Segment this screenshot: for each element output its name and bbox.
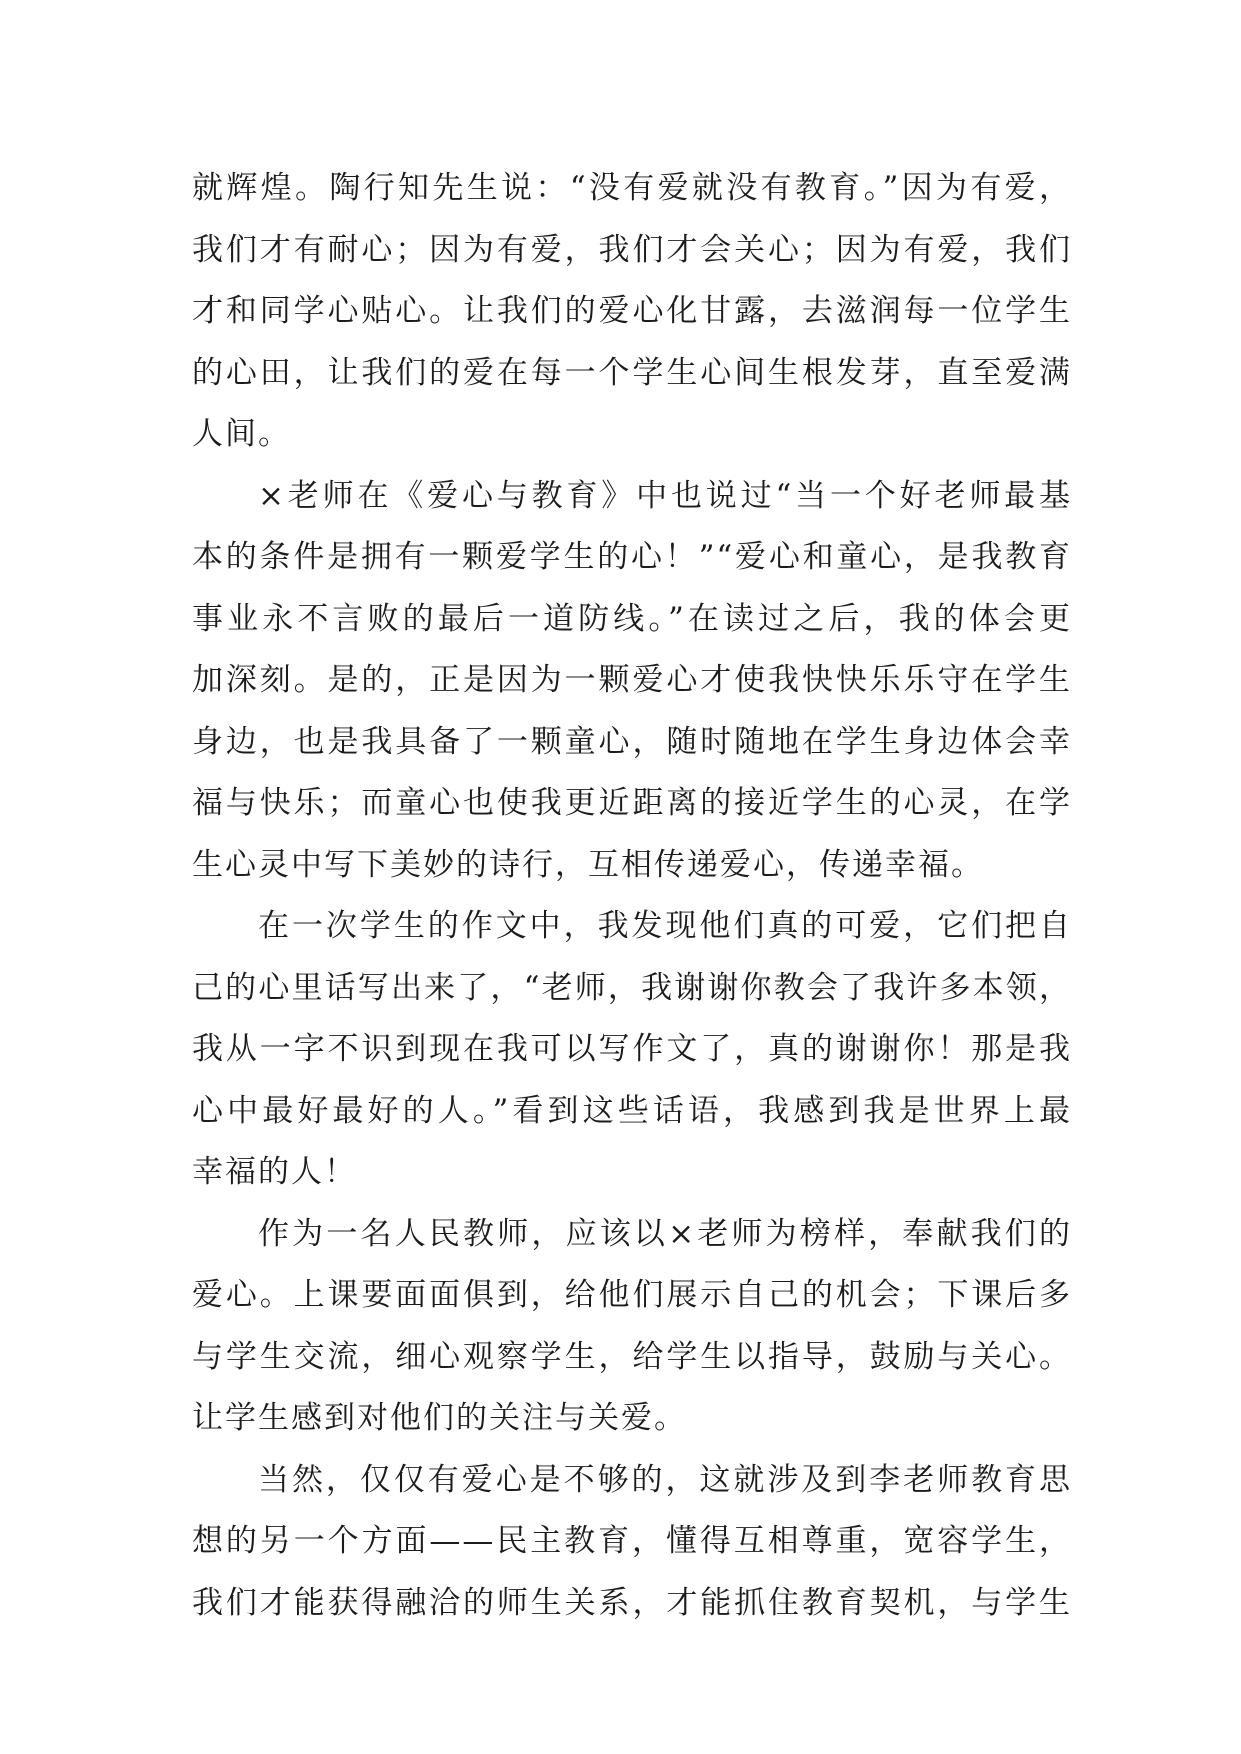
paragraph-first-line: 在一次学生的作文中，我发现他们真的可爱，它们把自 <box>258 908 1072 944</box>
text-line: 生心灵中写下美妙的诗行，互相传递爱心，传递幸福。 <box>192 846 984 883</box>
text-line: 己的心里话写出来了，“老师，我谢谢你教会了我许多本领， <box>192 969 1072 1006</box>
text-line: 我们才能获得融洽的师生关系，才能抓住教育契机，与学生 <box>192 1584 1072 1621</box>
text-line: 我从一字不识到现在我可以写作文了，真的谢谢你！那是我 <box>192 1031 1072 1067</box>
text-line: 事业永不言败的最后一道防线。”在读过之后，我的体会更 <box>192 600 1072 637</box>
text-line: 我们才有耐心；因为有爱，我们才会关心；因为有爱，我们 <box>192 231 1072 268</box>
text-line: 幸福的人！ <box>192 1154 357 1190</box>
text-line: 福与快乐；而童心也使我更近距离的接近学生的心灵，在学 <box>192 785 1072 821</box>
text-line: 与学生交流，细心观察学生，给学生以指导，鼓励与关心。 <box>192 1338 1072 1375</box>
paragraph-first-line: ×老师在《爱心与教育》中也说过“当一个好老师最基 <box>258 477 1072 514</box>
text-line: 让学生感到对他们的关注与关爱。 <box>192 1400 687 1436</box>
text-line: 的心田，让我们的爱在每一个学生心间生根发芽，直至爱满 <box>192 354 1072 391</box>
paragraph-first-line: 作为一名人民教师，应该以×老师为榜样，奉献我们的 <box>258 1215 1072 1252</box>
text-line: 加深刻。是的，正是因为一颗爱心才使我快快乐乐守在学生 <box>192 662 1072 698</box>
text-line: 才和同学心贴心。让我们的爱心化甘露，去滋润每一位学生 <box>192 293 1072 329</box>
text-line: 本的条件是拥有一颗爱学生的心！”“爱心和童心，是我教育 <box>192 539 1072 575</box>
text-line: 心中最好最好的人。”看到这些话语，我感到我是世界上最 <box>192 1092 1072 1129</box>
text-line: 爱心。上课要面面俱到，给他们展示自己的机会；下课后多 <box>192 1277 1072 1313</box>
text-line: 人间。 <box>192 416 291 452</box>
text-line: 身边，也是我具备了一颗童心，随时随地在学生身边体会幸 <box>192 723 1072 760</box>
paragraph-first-line: 当然，仅仅有爱心是不够的，这就涉及到李老师教育思 <box>258 1461 1072 1498</box>
text-line: 就辉煌。陶行知先生说：“没有爱就没有教育。”因为有爱， <box>192 170 1072 206</box>
text-line: 想的另一个方面——民主教育，懂得互相尊重，宽容学生， <box>192 1523 1072 1559</box>
body-text <box>192 158 1072 1634</box>
